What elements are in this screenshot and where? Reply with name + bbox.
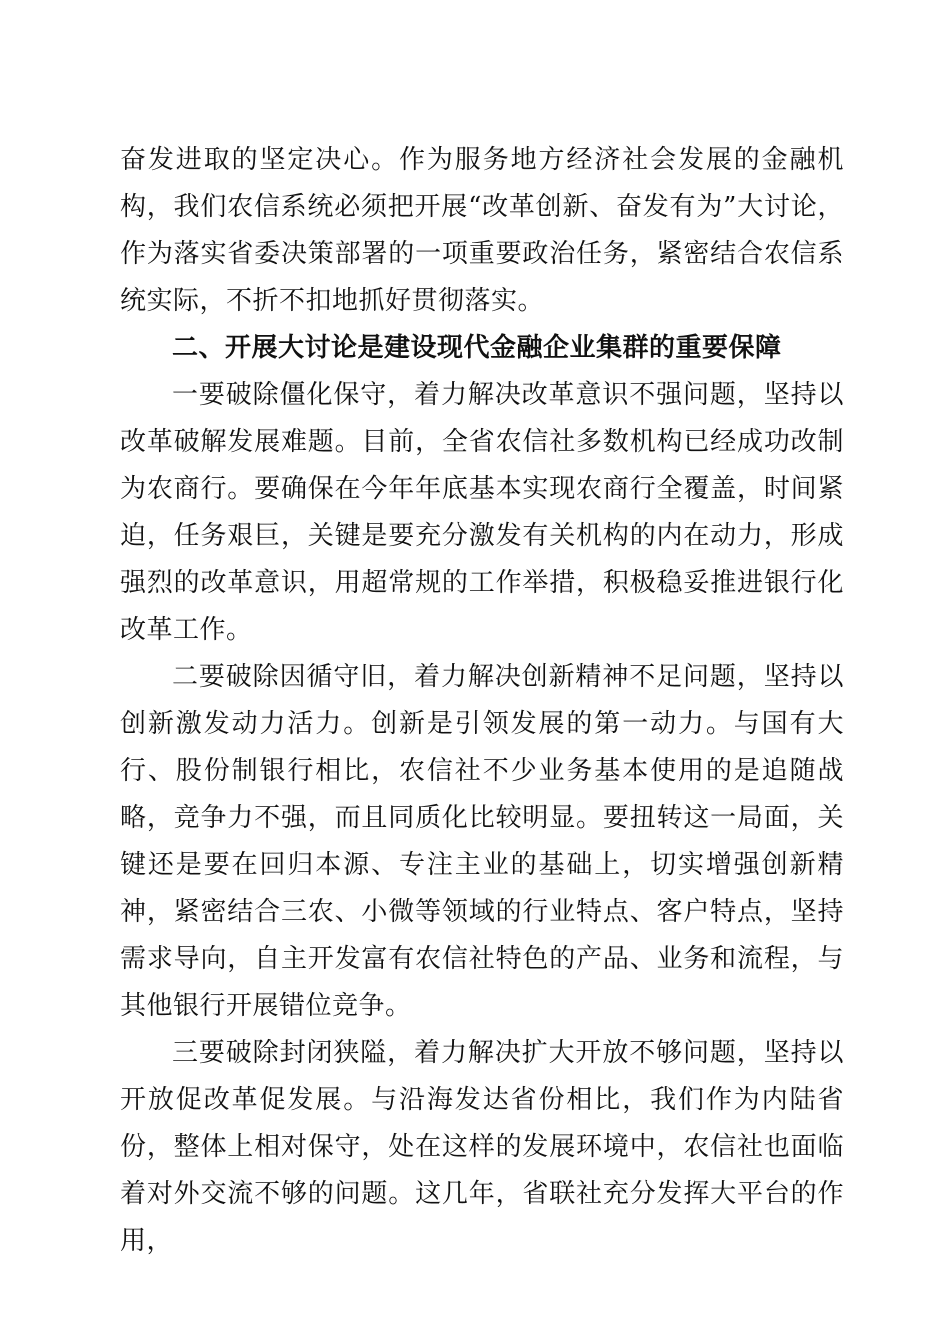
paragraph: 二要破除因循守旧，着力解决创新精神不足问题，坚持以创新激发动力活力。创新是引领发展的第一动力。与国有大行、股份制银行相比，农信社不少业务基本使用的是追随战略，竞争力不强，而且同质化比较明显。要扭转这一局面，关键还是要在回归本源、专注主业的基础上，切实增强创新精神，紧密结合三农、小微等领域的行业特点、客户特点，坚持需求导向，自主开发富有农信社特色的产品、业务和流程，与其他银行开展错位竞争。 xyxy=(120,662,844,1021)
section-heading: 二、开展大讨论是建设现代金融企业集群的重要保障 xyxy=(172,333,782,363)
paragraph: 三要破除封闭狭隘，着力解决扩大开放不够问题，坚持以开放促改革促发展。与沿海发达省份相比，我们作为内陆省份，整体上相对保守，处在这样的发展环境中，农信社也面临着对外交流不够的问题。这几年，省联社充分发挥大平台的作用， xyxy=(120,1038,844,1256)
paragraph-continued: 奋发进取的坚定决心。作为服务地方经济社会发展的金融机构，我们农信系统必须把开展“改革创新、奋发有为”大讨论，作为落实省委决策部署的一项重要政治任务，紧密结合农信系统实际，不折不扣地抓好贯彻落实。 xyxy=(120,145,844,316)
document-body xyxy=(120,137,844,1265)
paragraph: 一要破除僵化保守，着力解决改革意识不强问题，坚持以改革破解发展难题。目前，全省农信社多数机构已经成功改制为农商行。要确保在今年年底基本实现农商行全覆盖，时间紧迫，任务艰巨，关键是要充分激发有关机构的内在动力，形成强烈的改革意识，用超常规的工作举措，积极稳妥推进银行化改革工作。 xyxy=(120,380,844,645)
